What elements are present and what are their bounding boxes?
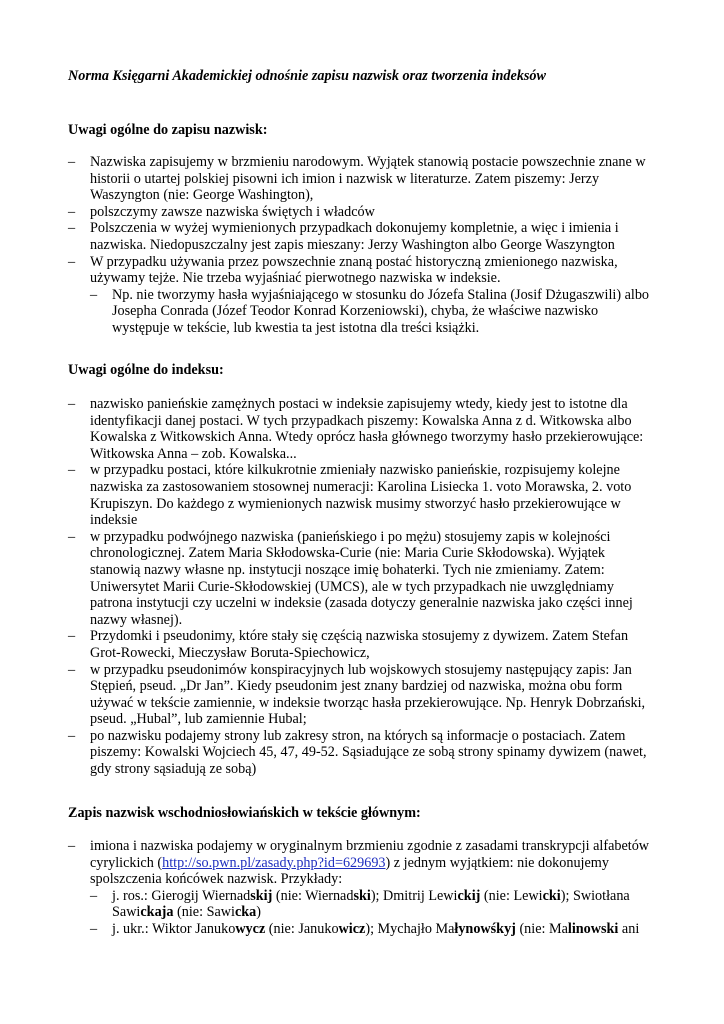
- example-text: ); Swiotłana Sawi: [112, 887, 630, 921]
- list-item-text: ) z jednym wyjątkiem: nie dokonujemy spolszczenia końcówek nazwisk. Przykłady:: [90, 854, 609, 888]
- example-ending-bold: skij: [250, 887, 273, 904]
- example-text: j. ros.: Gierogij Wiernad: [112, 887, 251, 904]
- list-eastslavic-rules: [68, 838, 658, 938]
- example-text: j. ukr.: Wiktor Januko: [112, 920, 236, 937]
- section-heading-index: Uwagi ogólne do indeksu:: [68, 362, 224, 378]
- sub-list-item: – Np. nie tworzymy hasła wyjaśniającego w stosunku do Józefa Stalina (Josif Dżugaszwili) albo Josepha Conrada (Józef Teodor Konrad Korzeniowski), chyba, że właściwe nazwisko występuje w tekście, lub kwestia ta jest istotna dla treści książki.: [90, 287, 658, 337]
- section-heading-names: Uwagi ogólne do zapisu nazwisk:: [68, 122, 268, 138]
- example-text: (nie: Sawi: [173, 904, 235, 921]
- list-item: – w przypadku postaci, które kilkukrotnie zmieniały nazwisko panieńskie, rozpisujemy kolejne nazwiska za zastosowaniem stosownej numeracji: Karolina Lisiecka 1. voto Morawska, 2. voto Krupiszyn. Do każdego z wymienionych nazwisk musimy stworzyć hasło przekierowujące w indeksie: [68, 462, 658, 528]
- list-item: – polszczymy zawsze nazwiska świętych i władców: [68, 204, 658, 221]
- list-index-rules: [68, 396, 658, 778]
- example-text: (nie: Lewi: [480, 887, 543, 904]
- example-text: ): [256, 904, 261, 921]
- example-ending-bold: ski: [353, 887, 371, 904]
- example-ending-bold: cka: [234, 904, 257, 921]
- example-text: ); Dmitrij Lewi: [370, 887, 458, 904]
- section-heading-eastslavic: Zapis nazwisk wschodniosłowiańskich w tekście głównym:: [68, 805, 421, 821]
- example-ending-bold: wycz: [235, 920, 266, 937]
- example-russian: [90, 888, 658, 921]
- sub-list: [90, 287, 658, 337]
- example-ending-bold: łynowśkyj: [454, 920, 516, 937]
- example-text: (nie: Ma: [515, 920, 568, 937]
- document-title: Norma Księgarni Akademickiej odnośnie zapisu nazwisk oraz tworzenia indeksów: [68, 68, 546, 84]
- list-item: [68, 838, 658, 938]
- list-item: – Nazwiska zapisujemy w brzmieniu narodowym. Wyjątek stanowią postacie powszechnie znane w historii o utartej polskiej pisowni ich imion i nazwisk w literaturze. Zatem piszemy: Jerzy Waszyngton (nie: George Washington),: [68, 154, 658, 204]
- example-text: (nie: Wiernad: [272, 887, 354, 904]
- example-text: (nie: Januko: [265, 920, 339, 937]
- example-ending-bold: linowski: [567, 920, 619, 937]
- transcription-rules-link[interactable]: http://so.pwn.pl/zasady.php?id=629693: [162, 854, 386, 871]
- example-ukrainian: [90, 921, 658, 938]
- example-ending-bold: ckij: [457, 887, 481, 904]
- example-ending-bold: wicz: [338, 920, 366, 937]
- list-item: [68, 254, 658, 337]
- list-item: – Polszczenia w wyżej wymienionych przypadkach dokonujemy kompletnie, a więc i imienia i nazwiska. Niedopuszczalny jest zapis mieszany: Jerzy Washington albo George Waszyngton: [68, 220, 658, 253]
- list-item: – nazwisko panieńskie zamężnych postaci w indeksie zapisujemy wtedy, kiedy jest to istotne dla identyfikacji danej postaci. W tych przypadkach piszemy: Kowalska Anna z d. Witkowska albo Kowalska z Witkowskich Anna. Wtedy oprócz hasła głównego tworzymy hasło przekierowujące: Witkowska Anna – zob. Kowalska...: [68, 396, 658, 462]
- example-text: ); Mychajło Ma: [365, 920, 455, 937]
- example-ending-bold: ckaja: [140, 904, 174, 921]
- list-item: – Przydomki i pseudonimy, które stały się częścią nazwiska stosujemy z dywizem. Zatem Stefan Grot-Rowecki, Mieczysław Boruta-Spiechowicz,: [68, 628, 658, 661]
- sub-list-examples: [90, 888, 658, 938]
- example-ending-bold: cki: [542, 887, 561, 904]
- list-item-text: W przypadku używania przez powszechnie znaną postać historyczną zmienionego nazwiska, używamy tejże. Nie trzeba wyjaśniać pierwotnego nazwiska w indeksie.: [90, 253, 618, 287]
- list-item: – w przypadku podwójnego nazwiska (panieńskiego i po mężu) stosujemy zapis w kolejności chronologicznej. Zatem Maria Skłodowska-Curie (nie: Maria Curie Skłodowska). Wyjątek stanowią nazwy własne np. instytucji noszące imię bohaterki. Tych nie zmieniamy. Zatem: Uniwersytet Marii Curie-Skłodowskiej (UMCS), ale w tych przypadkach nie uwzględniamy patrona instytucji czy uczelni w indeksie (zasada dotyczy generalnie nazwiska jako części innej nazwy własnej).: [68, 529, 658, 629]
- example-text: ani: [618, 920, 640, 937]
- list-item: – po nazwisku podajemy strony lub zakresy stron, na których są informacje o postaciach. Zatem piszemy: Kowalski Wojciech 45, 47, 49-52. Sąsiadujące ze sobą strony spinamy dywizem (nawet, gdy strony sąsiadują ze sobą): [68, 728, 658, 778]
- list-item-text: imiona i nazwiska podajemy w oryginalnym brzmieniu zgodnie z zasadami transkrypcji alfabetów cyrylickich (: [90, 838, 650, 871]
- list-item: – w przypadku pseudonimów konspiracyjnych lub wojskowych stosujemy następujący zapis: Jan Stępień, pseud. „Dr Jan”. Kiedy pseudonim jest znany bardziej od nazwiska, można obu form używać w tekście zamiennie, w indeksie tworząc hasła przekierowujące. Np. Henryk Dobrzański, pseud. „Hubal”, lub zamiennie Hubal;: [68, 662, 658, 728]
- list-names-rules: [68, 154, 658, 337]
